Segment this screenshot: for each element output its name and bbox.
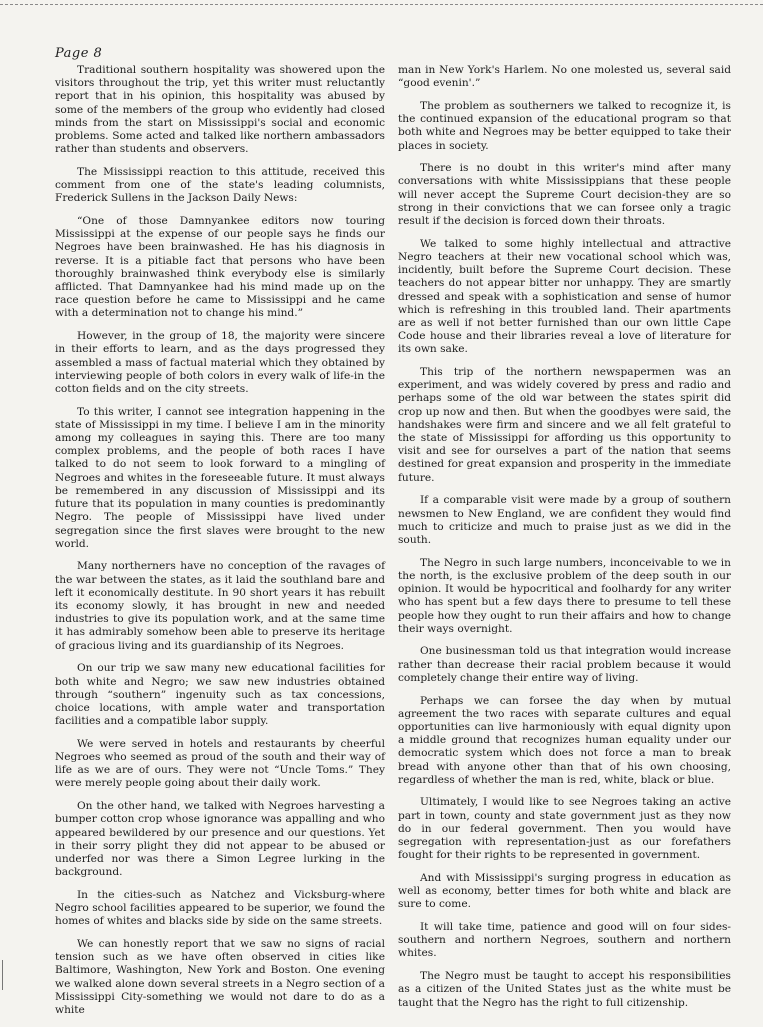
paragraph: However, in the group of 18, the majority were sincere in their efforts to learn, and as the days progressed they assembled a mass of factual material which they obtained by interviewing people of both colors in every walk of life-in the cotton fields and on the city streets. bbox=[55, 330, 385, 395]
paragraph: We can honestly report that we saw no signs of racial tension such as we have often observed in cities like Baltimore, Washington, New York and Boston. One evening we walked alone down several streets in a Negro section of a Mississippi City-something we would not dare to do as a white bbox=[55, 937, 385, 1016]
paragraph: We talked to some highly intellectual and attractive Negro teachers at their new vocational school which was, incidently, built before the Supreme Court decision. These teachers do not appear bitter nor unhappy. They are smartly dressed and speak with a sophistication and sense of humor which is refreshing in this troubled land. Their apartments are as well if not better furnished than our own little Cape Code house and their libraries reveal a love of literature for its own sake. bbox=[398, 237, 731, 356]
paragraph: In the cities-such as Natchez and Vicksburg-where Negro school facilities appeared to be superior, we found the homes of whites and blacks side by side on the same streets. bbox=[55, 888, 385, 928]
paragraph: If a comparable visit were made by a group of southern newsmen to New England, we are confident they would find much to criticize and much to praise just as we did in the south. bbox=[398, 494, 731, 546]
paragraph: On the other hand, we talked with Negroes harvesting a bumper cotton crop whose ignorance was appalling and who appeared bewildered by our presence and our questions. Yet in their sorry plight they did not appear to be abused or underfed nor was there a Simon Legree lurking in the background. bbox=[55, 800, 385, 879]
paragraph: One businessman told us that integration would increase rather than decrease their racial problem because it would completely change their entire way of living. bbox=[398, 645, 731, 684]
continued-paragraph: man in New York's Harlem. No one molested us, several said “good evenin'.” bbox=[398, 64, 731, 90]
top-border-rule bbox=[0, 0, 763, 5]
paragraph: Many northerners have no conception of the ravages of the war between the states, as it laid the southland bare and left it economically destitute. In 90 short years it has rebuilt its economy slowly, it has brought in new and needed industries to give its population work, and at the same time it has admirably somehow been able to preserve its heritage of gracious living and its guardianship of its Negroes. bbox=[55, 560, 385, 652]
paragraph: The Mississippi reaction to this attitude, received this comment from one of the state's leading columnists, Frederick Sullens in the Jackson Daily News: bbox=[55, 165, 385, 205]
paragraph: It will take time, patience and good will on four sides-southern and northern Negroes, southern and northern whites. bbox=[398, 921, 731, 960]
paragraph: To this writer, I cannot see integration happening in the state of Mississippi in my time. I believe I am in the minority among my colleagues in saying this. There are too many complex problems, and the people of both races I have talked to do not seem to look forward to a mingling of Negroes and whites in the foreseeable future. It must always be remembered in any discussion of Mississippi and its future that its population in many counties is predominantly Negro. The people of Mississippi have lived under segregation since the first slaves were brought to the new world. bbox=[55, 405, 385, 550]
paragraph: And with Mississippi's surging progress in education as well as economy, better times for both white and black are sure to come. bbox=[398, 871, 731, 911]
right-column bbox=[398, 64, 731, 1019]
paragraph: Traditional southern hospitality was showered upon the visitors throughout the trip, yet this writer must reluctantly report that in his opinion, this hospitality was abused by some of the members of the group who evidently had closed minds from the start on Mississippi's social and economic problems. Some acted and talked like northern ambassadors rather than students and observers. bbox=[55, 64, 385, 156]
paragraph: This trip of the northern newspapermen was an experiment, and was widely covered by press and radio and perhaps some of the old war between the states spirit did crop up now and then. But when the goodbyes were said, the handshakes were firm and sincere and we all felt grateful to the state of Mississippi for affording us this opportunity to visit and see for ourselves a part of the nation that seems destined for great expansion and prosperity in the immediate future. bbox=[398, 366, 731, 484]
left-edge-mark bbox=[2, 960, 3, 990]
paragraph: The Negro must be taught to accept his responsibilities as a citizen of the United States just as the white must be taught that the Negro has the right to full citizenship. bbox=[398, 970, 731, 1009]
paragraph: Ultimately, I would like to see Negroes taking an active part in town, county and state government just as they now do in our federal government. Then you would have segregation with representation-just as our forefathers fought for their rights to be represented in government. bbox=[398, 796, 731, 862]
paragraph: We were served in hotels and restaurants by cheerful Negroes who seemed as proud of the south and their way of life as we are of ours. They were not “Uncle Toms.” They were merely people going about their daily work. bbox=[55, 737, 385, 790]
left-column bbox=[55, 64, 385, 1027]
paragraph: The Negro in such large numbers, inconceivable to we in the north, is the exclusive problem of the deep south in our opinion. It would be hypocritical and foolhardy for any writer who has spent but a few days there to presume to tell these people how they ought to run their affairs and how to change their ways overnight. bbox=[398, 556, 731, 635]
paragraph: On our trip we saw many new educational facilities for both white and Negro; we saw new industries obtained through “southern” ingenuity such as tax concessions, choice locations, with ample water and transportation facilities and a compatible labor supply. bbox=[55, 662, 385, 728]
paragraph: There is no doubt in this writer's mind after many conversations with white Mississippians that these people will never accept the Supreme Court decision-they are so strong in their convictions that we can forsee only a tragic result if the decision is forced down their throats. bbox=[398, 162, 731, 228]
page-number: Page 8 bbox=[55, 46, 103, 61]
quote-paragraph: “One of those Damnyankee editors now touring Mississippi at the expense of our people says he finds our Negroes have been brainwashed. He has his diagnosis in reverse. It is a pitiable fact that persons who have been thoroughly brainwashed think everybody else is similarly afflicted. That Damnyankee had his mind made up on the race question before he came to Mississippi and he came with a determination not to change his mind.” bbox=[55, 215, 385, 320]
paragraph: The problem as southerners we talked to recognize it, is the continued expansion of the educational program so that both white and Negroes may be better equipped to take their places in society. bbox=[398, 99, 731, 152]
paragraph: Perhaps we can forsee the day when by mutual agreement the two races with separate cultures and equal opportunities can live harmoniously with equal dignity upon a middle ground that recognizes human equality under our democratic system which does not force a man to break bread with anyone other than that of his own choosing, regardless of whether the man is red, white, black or blue. bbox=[398, 694, 731, 786]
